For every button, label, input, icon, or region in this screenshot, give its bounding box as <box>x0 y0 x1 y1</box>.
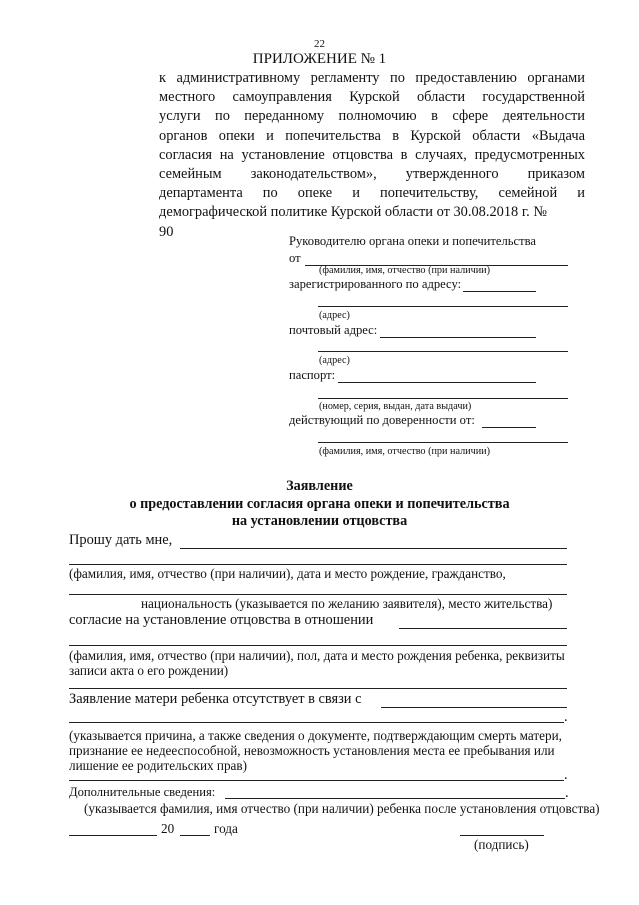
postal-address-field[interactable] <box>380 337 536 338</box>
reason-caption: (указывается причина, а также сведения о документе, подтверждающим смерть матери, <box>69 728 562 743</box>
appendix-title: ПРИЛОЖЕНИЕ № 1 <box>252 51 387 67</box>
intro-line: к административному регламенту по предоставлению органами <box>159 70 585 86</box>
proxy-field[interactable] <box>482 427 536 428</box>
date-day-field[interactable] <box>69 835 157 836</box>
intro-line: органов опеки и попечительства в Курской области «Выдача <box>159 127 585 144</box>
registered-address-field[interactable] <box>463 291 536 292</box>
postal-address-label: почтовый адрес: <box>289 323 378 337</box>
applicant-caption: (фамилия, имя, отчество (при наличии), дата и место рождение, гражданство, <box>69 566 506 581</box>
date-year-prefix: 20 <box>161 821 175 836</box>
reason-caption-3: лишение ее родительских прав) <box>69 758 248 773</box>
passport-label: паспорт: <box>289 368 336 382</box>
signature-caption: (подпись) <box>474 837 529 852</box>
signature-field[interactable] <box>460 835 544 836</box>
from-caption: (фамилия, имя, отчество (при наличии) <box>319 265 491 276</box>
intro-line: местного самоуправления Курской области государственной <box>159 89 585 106</box>
passport-caption: (номер, серия, выдан, дата выдачи) <box>319 401 472 412</box>
reason-caption-2: признание ее недееспособной, невозможность установления места ее пребывания или <box>69 743 555 758</box>
applicant-caption-2: национальность (указывается по желанию заявителя), место жительства) <box>141 596 553 611</box>
postal-address-field-2[interactable] <box>318 351 568 352</box>
intro-line: семейным законодательством», утвержденного приказом <box>159 166 585 183</box>
child-field-2[interactable] <box>69 645 567 646</box>
statement-title: Заявление <box>286 478 353 494</box>
child-caption: (фамилия, имя, отчество (при наличии), пол, дата и место рождения ребенка, реквизиты <box>69 648 565 663</box>
address-caption: (адрес) <box>319 355 350 366</box>
consent-label: согласие на установление отцовства в отношении <box>69 612 374 628</box>
request-label: Прошу дать мне, <box>69 532 173 548</box>
intro-line: услуги по переданному полномочию в сфере деятельности <box>159 108 585 125</box>
child-caption-2: записи акта о его рождении) <box>69 663 229 678</box>
child-field-3[interactable] <box>69 688 567 689</box>
reason-field-3[interactable] <box>69 780 564 781</box>
additional-info-label: Дополнительные сведения: <box>69 785 216 799</box>
period-mark: . <box>564 709 568 725</box>
applicant-field-2[interactable] <box>69 564 567 565</box>
additional-info-caption: (указывается фамилия, имя отчество (при наличии) ребенка после установления отцовства) <box>84 801 600 816</box>
from-label: от <box>289 251 301 265</box>
period-mark: . <box>564 767 568 783</box>
address-caption: (адрес) <box>319 310 350 321</box>
registered-address-label: зарегистрированного по адресу: <box>289 277 462 291</box>
mother-absence-label: Заявление матери ребенка отсутствует в связи с <box>69 691 362 707</box>
applicant-field-3[interactable] <box>69 594 567 595</box>
statement-subtitle: о предоставлении согласия органа опеки и попечительства <box>129 496 510 512</box>
appendix-intro <box>159 69 585 242</box>
mother-reason-field[interactable] <box>381 707 567 708</box>
mother-reason-field-2[interactable] <box>69 722 564 723</box>
registered-address-field-2[interactable] <box>318 306 568 307</box>
proxy-label: действующий по доверенности от: <box>289 413 475 427</box>
proxy-caption: (фамилия, имя, отчество (при наличии) <box>319 446 491 457</box>
passport-field-2[interactable] <box>318 398 568 399</box>
intro-line: 90 <box>159 223 174 240</box>
additional-info-field[interactable] <box>225 798 565 799</box>
child-field[interactable] <box>399 628 567 629</box>
applicant-field[interactable] <box>180 548 567 549</box>
proxy-field-2[interactable] <box>318 442 568 443</box>
passport-field[interactable] <box>338 382 536 383</box>
intro-line: согласия на установление отцовства в случаях, предусмотренных <box>159 146 585 163</box>
statement-subtitle: на установлении отцовства <box>231 513 408 529</box>
date-year-suffix: года <box>214 821 238 836</box>
date-year-field[interactable] <box>180 835 210 836</box>
addressee-label: Руководителю органа опеки и попечительства <box>289 234 537 248</box>
intro-line: демографической политике Курской области от 30.08.2018 г. № <box>159 204 548 221</box>
period-mark: . <box>565 785 569 801</box>
intro-line: департамента по опеке и попечительству, семейной и <box>159 185 585 202</box>
page-number: 22 <box>314 38 325 50</box>
